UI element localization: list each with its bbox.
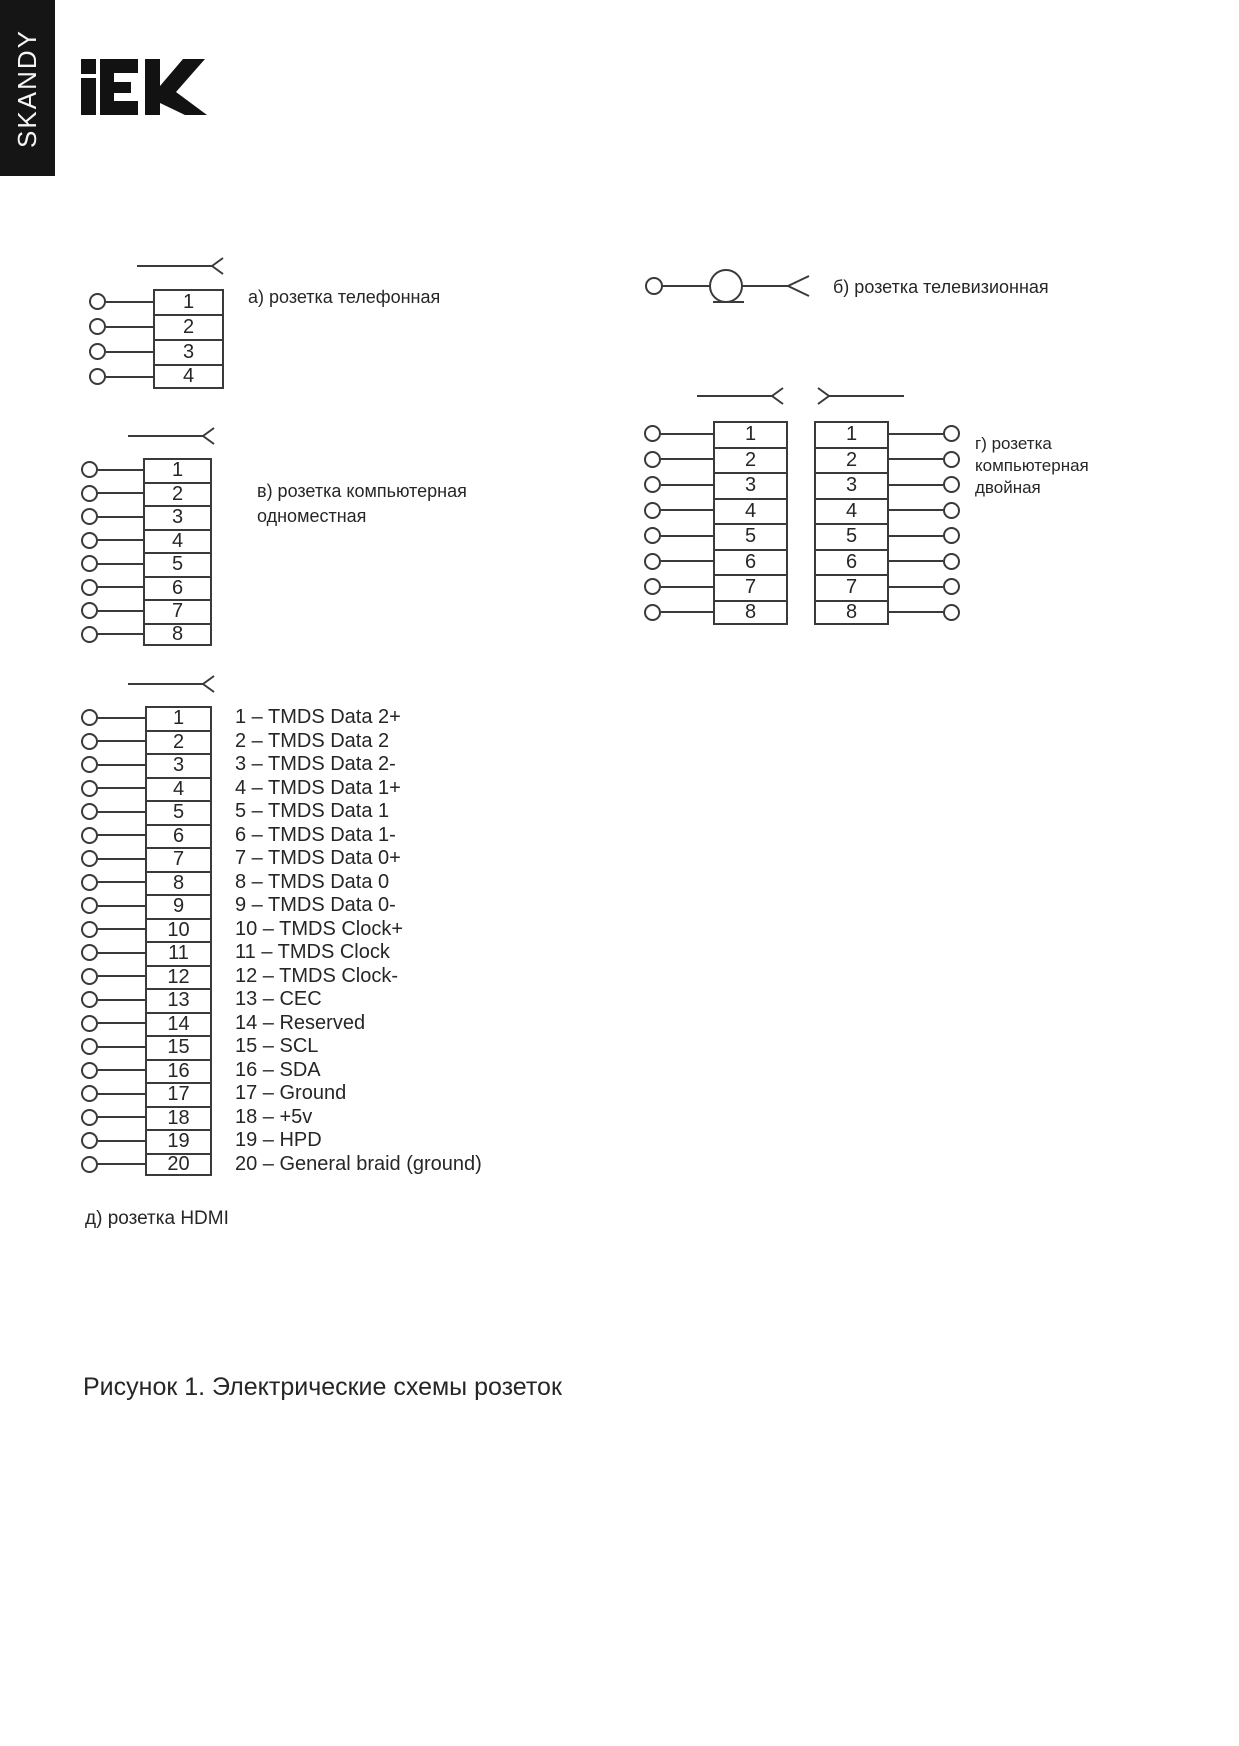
wire-line — [98, 764, 145, 766]
terminal-circle-icon — [943, 578, 960, 595]
wire-line — [98, 469, 143, 471]
pin-row — [81, 1153, 212, 1177]
pin-number: 17 — [145, 1082, 212, 1106]
hdmi-pin-description: 3 – TMDS Data 2- — [235, 753, 396, 776]
pin-row — [81, 482, 212, 506]
pin-number: 6 — [814, 549, 889, 575]
pin-number: 6 — [713, 549, 788, 575]
wire-line — [98, 1140, 145, 1142]
wire-line — [661, 484, 713, 486]
pin-number: 2 — [713, 447, 788, 473]
pin-row — [81, 1129, 212, 1153]
wire-line — [98, 952, 145, 954]
pin-row — [81, 706, 212, 730]
pin-row — [89, 339, 224, 364]
wire-line — [98, 563, 143, 565]
pin-row — [644, 421, 788, 447]
pin-row — [644, 549, 788, 575]
wire-line — [98, 1069, 145, 1071]
wire-line — [889, 509, 943, 511]
terminal-circle-icon — [81, 874, 98, 891]
pin-number: 3 — [814, 472, 889, 498]
pin-number: 2 — [145, 730, 212, 754]
telephone-socket-pin-table — [89, 289, 224, 389]
wire-line — [98, 586, 143, 588]
terminal-circle-icon — [81, 897, 98, 914]
pin-number: 4 — [153, 364, 224, 389]
pin-number: 5 — [143, 552, 212, 576]
pin-number: 7 — [713, 574, 788, 600]
hdmi-pin-description: 8 – TMDS Data 0 — [235, 870, 390, 893]
pin-row — [644, 498, 788, 524]
diagram-b-label: б) розетка телевизионная — [833, 277, 1049, 297]
wire-line — [106, 351, 153, 353]
pin-number: 8 — [143, 623, 212, 647]
terminal-circle-icon — [89, 343, 106, 360]
diagram-g-label-line3: двойная — [975, 478, 1041, 497]
pin-number: 14 — [145, 1012, 212, 1036]
diagram-a-label: а) розетка телефонная — [248, 287, 441, 307]
wire-line — [889, 611, 943, 613]
pin-row — [814, 421, 960, 447]
terminal-circle-icon — [81, 461, 98, 478]
terminal-circle-icon — [81, 1038, 98, 1055]
hdmi-pin-description: 17 – Ground — [235, 1082, 347, 1105]
hdmi-pin-description: 1 – TMDS Data 2+ — [235, 706, 401, 729]
wire-line — [98, 492, 143, 494]
pin-number: 3 — [143, 505, 212, 529]
hdmi-pin-description: 5 – TMDS Data 1 — [235, 800, 390, 823]
pin-number: 7 — [814, 574, 889, 600]
hdmi-pin-description: 19 – HPD — [235, 1129, 322, 1152]
wire-line — [98, 1116, 145, 1118]
terminal-circle-icon — [81, 579, 98, 596]
wire-line — [889, 586, 943, 588]
diagram-g-label-line2: компьютерная — [975, 456, 1089, 475]
pin-number: 1 — [713, 421, 788, 447]
pin-number: 20 — [145, 1153, 212, 1177]
pin-number: 2 — [814, 447, 889, 473]
pin-number: 6 — [143, 576, 212, 600]
wire-line — [661, 458, 713, 460]
wire-line — [98, 610, 143, 612]
pin-row — [81, 576, 212, 600]
terminal-circle-icon — [81, 555, 98, 572]
terminal-circle-icon — [81, 485, 98, 502]
pin-number: 13 — [145, 988, 212, 1012]
connector-arrow-icon — [128, 673, 214, 695]
pin-number: 1 — [143, 458, 212, 482]
hdmi-pin-descriptions — [235, 706, 482, 1176]
wire-line — [98, 881, 145, 883]
pin-row — [81, 529, 212, 553]
terminal-circle-icon — [81, 756, 98, 773]
terminal-circle-icon — [644, 425, 661, 442]
pin-number: 18 — [145, 1106, 212, 1130]
pin-number: 3 — [713, 472, 788, 498]
hdmi-pin-description: 4 – TMDS Data 1+ — [235, 776, 401, 799]
wire-line — [98, 858, 145, 860]
pin-row — [81, 753, 212, 777]
pin-row — [644, 574, 788, 600]
wire-line — [106, 301, 153, 303]
wire-line — [661, 509, 713, 511]
pin-number: 3 — [153, 339, 224, 364]
wire-line — [889, 535, 943, 537]
hdmi-pin-description: 9 – TMDS Data 0- — [235, 894, 396, 917]
terminal-circle-icon — [81, 827, 98, 844]
wire-line — [661, 433, 713, 435]
pin-number: 15 — [145, 1035, 212, 1059]
hdmi-pin-description: 12 – TMDS Clock- — [235, 964, 399, 987]
computer-socket-pin-table — [81, 458, 212, 646]
terminal-circle-icon — [943, 476, 960, 493]
hdmi-socket-pin-table — [81, 706, 212, 1176]
connector-arrow-icon — [697, 385, 783, 407]
pin-number: 6 — [145, 824, 212, 848]
pin-row — [814, 549, 960, 575]
hdmi-pin-description: 14 – Reserved — [235, 1011, 366, 1034]
wire-line — [889, 433, 943, 435]
pin-row — [81, 730, 212, 754]
pin-row — [644, 600, 788, 626]
pin-row — [81, 871, 212, 895]
wire-line — [98, 740, 145, 742]
hdmi-pin-description: 18 – +5v — [235, 1105, 313, 1128]
pin-row — [81, 800, 212, 824]
pin-row — [814, 574, 960, 600]
wire-line — [98, 516, 143, 518]
pin-number: 8 — [713, 600, 788, 626]
series-label: SKANDY — [12, 28, 43, 148]
double-socket-left-pin-table — [644, 421, 788, 625]
wire-line — [889, 458, 943, 460]
diagram-g-label — [975, 433, 1089, 499]
pin-number: 5 — [713, 523, 788, 549]
terminal-circle-icon — [644, 553, 661, 570]
wire-line — [106, 376, 153, 378]
pin-row — [81, 965, 212, 989]
terminal-circle-icon — [943, 553, 960, 570]
pin-row — [644, 523, 788, 549]
terminal-circle-icon — [943, 451, 960, 468]
pin-number: 7 — [143, 599, 212, 623]
pin-row — [81, 1059, 212, 1083]
pin-row — [89, 364, 224, 389]
wire-line — [98, 1046, 145, 1048]
pin-number: 4 — [143, 529, 212, 553]
wire-line — [889, 560, 943, 562]
terminal-circle-icon — [81, 1156, 98, 1173]
hdmi-pin-description: 20 – General braid (ground) — [235, 1152, 482, 1175]
pin-row — [81, 505, 212, 529]
terminal-circle-icon — [81, 1062, 98, 1079]
terminal-circle-icon — [89, 368, 106, 385]
pin-row — [81, 894, 212, 918]
diagram-v-label-line1: в) розетка компьютерная — [257, 481, 467, 501]
hdmi-pin-description: 10 – TMDS Clock+ — [235, 917, 404, 940]
pin-number: 8 — [814, 600, 889, 626]
tv-socket-symbol-icon — [645, 266, 815, 310]
pin-row — [814, 600, 960, 626]
pin-number: 9 — [145, 894, 212, 918]
terminal-circle-icon — [81, 1109, 98, 1126]
pin-number: 7 — [145, 847, 212, 871]
figure-caption: Рисунок 1. Электрические схемы розеток — [83, 1373, 562, 1401]
connector-arrow-icon — [137, 255, 223, 277]
pin-row — [81, 1035, 212, 1059]
pin-row — [81, 623, 212, 647]
wire-line — [98, 999, 145, 1001]
pin-row — [89, 314, 224, 339]
terminal-circle-icon — [644, 578, 661, 595]
wire-line — [98, 811, 145, 813]
terminal-circle-icon — [81, 508, 98, 525]
series-sidebar-tab — [0, 0, 55, 176]
terminal-circle-icon — [943, 604, 960, 621]
terminal-circle-icon — [81, 944, 98, 961]
pin-row — [644, 472, 788, 498]
wire-line — [661, 611, 713, 613]
pin-number: 4 — [814, 498, 889, 524]
pin-number: 1 — [814, 421, 889, 447]
iek-logo-icon — [81, 59, 207, 115]
wire-line — [98, 975, 145, 977]
pin-number: 5 — [145, 800, 212, 824]
hdmi-pin-description: 15 – SCL — [235, 1035, 319, 1058]
wire-line — [661, 560, 713, 562]
terminal-circle-icon — [644, 476, 661, 493]
diagram-v-label-line2: одноместная — [257, 506, 367, 526]
hdmi-pin-description: 16 – SDA — [235, 1058, 321, 1081]
pin-number: 4 — [145, 777, 212, 801]
pin-row — [81, 988, 212, 1012]
terminal-circle-icon — [644, 451, 661, 468]
hdmi-pin-description: 7 – TMDS Data 0+ — [235, 847, 401, 870]
hdmi-pin-description: 2 – TMDS Data 2 — [235, 729, 390, 752]
pin-number: 10 — [145, 918, 212, 942]
pin-row — [81, 1082, 212, 1106]
hdmi-pin-description: 13 – CEC — [235, 988, 322, 1011]
pin-row — [89, 289, 224, 314]
terminal-circle-icon — [81, 850, 98, 867]
pin-row — [814, 447, 960, 473]
wire-line — [98, 539, 143, 541]
terminal-circle-icon — [81, 968, 98, 985]
pin-number: 3 — [145, 753, 212, 777]
wire-line — [661, 586, 713, 588]
connector-arrow-icon — [818, 385, 904, 407]
pin-number: 8 — [145, 871, 212, 895]
pin-row — [81, 552, 212, 576]
pin-row — [81, 918, 212, 942]
pin-number: 2 — [153, 314, 224, 339]
terminal-circle-icon — [644, 527, 661, 544]
terminal-circle-icon — [89, 293, 106, 310]
connector-arrow-icon — [128, 425, 214, 447]
terminal-circle-icon — [89, 318, 106, 335]
wire-line — [98, 1093, 145, 1095]
pin-row — [81, 777, 212, 801]
terminal-circle-icon — [81, 780, 98, 797]
pin-row — [81, 1012, 212, 1036]
terminal-circle-icon — [644, 502, 661, 519]
pin-row — [81, 847, 212, 871]
terminal-circle-icon — [81, 532, 98, 549]
wire-line — [98, 633, 143, 635]
wire-line — [98, 1163, 145, 1165]
pin-number: 11 — [145, 941, 212, 965]
terminal-circle-icon — [943, 502, 960, 519]
pin-row — [81, 824, 212, 848]
pin-number: 12 — [145, 965, 212, 989]
pin-row — [644, 447, 788, 473]
terminal-circle-icon — [943, 425, 960, 442]
diagram-v-label — [257, 479, 467, 529]
pin-row — [814, 472, 960, 498]
terminal-circle-icon — [81, 1015, 98, 1032]
terminal-circle-icon — [943, 527, 960, 544]
terminal-circle-icon — [81, 709, 98, 726]
pin-row — [81, 1106, 212, 1130]
wire-line — [889, 484, 943, 486]
hdmi-pin-description: 11 – TMDS Clock — [235, 941, 390, 964]
pin-number: 16 — [145, 1059, 212, 1083]
wire-line — [106, 326, 153, 328]
terminal-circle-icon — [81, 921, 98, 938]
wire-line — [98, 717, 145, 719]
pin-number: 2 — [143, 482, 212, 506]
diagram-g-label-line1: г) розетка — [975, 434, 1052, 453]
hdmi-pin-description: 6 – TMDS Data 1- — [235, 823, 396, 846]
wire-line — [661, 535, 713, 537]
pin-row — [814, 498, 960, 524]
pin-number: 4 — [713, 498, 788, 524]
terminal-circle-icon — [644, 604, 661, 621]
wire-line — [98, 787, 145, 789]
diagram-d-label: д) розетка HDMI — [85, 1208, 229, 1229]
terminal-circle-icon — [81, 602, 98, 619]
pin-number: 5 — [814, 523, 889, 549]
terminal-circle-icon — [81, 991, 98, 1008]
wire-line — [98, 928, 145, 930]
pin-row — [81, 941, 212, 965]
pin-number: 1 — [153, 289, 224, 314]
terminal-circle-icon — [81, 803, 98, 820]
pin-number: 1 — [145, 706, 212, 730]
terminal-circle-icon — [81, 733, 98, 750]
terminal-circle-icon — [81, 1085, 98, 1102]
double-socket-right-pin-table — [814, 421, 960, 625]
pin-row — [814, 523, 960, 549]
pin-number: 19 — [145, 1129, 212, 1153]
pin-row — [81, 599, 212, 623]
pin-row — [81, 458, 212, 482]
wire-line — [98, 905, 145, 907]
terminal-circle-icon — [81, 1132, 98, 1149]
wire-line — [98, 1022, 145, 1024]
wire-line — [98, 834, 145, 836]
terminal-circle-icon — [81, 626, 98, 643]
